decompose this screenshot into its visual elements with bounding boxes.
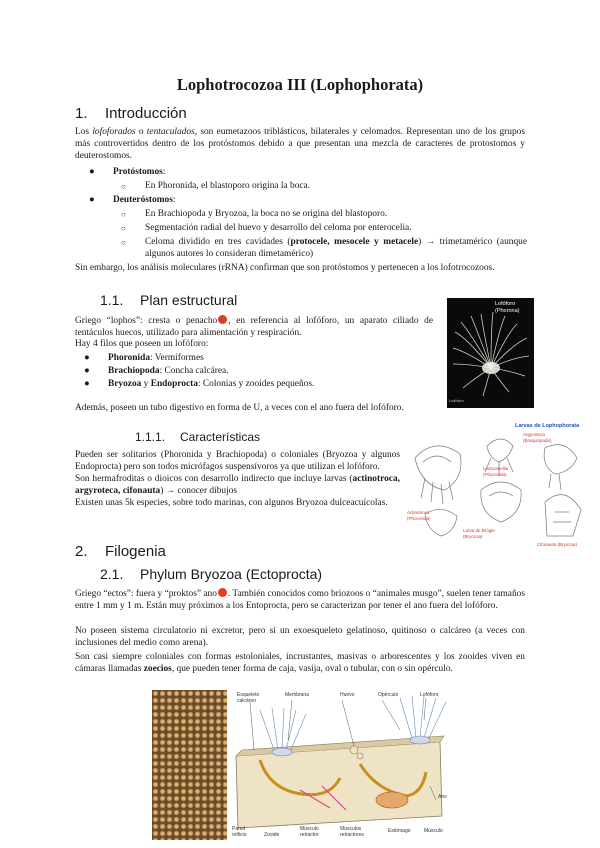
lophophore-photo-caption: Lofóforo — [449, 398, 464, 403]
label-retractor-muscles: Músculos retractores — [340, 826, 364, 838]
bullet-protostomes: ● Protóstomos: — [89, 167, 166, 177]
larvae-illustration — [405, 418, 590, 553]
label-orifice-wall: Pared orificio — [232, 826, 247, 838]
sub-bullet-segmentation: ○ Segmentación radial del huevo y desarrollo del celoma por enterocelia. — [121, 223, 412, 233]
plan-paragraph-2: Hay 4 filos que poseen un lofóforo: — [75, 339, 209, 349]
larvae-label-lecteomellia: Lecteomellia (Phoronida) — [483, 466, 509, 477]
label-zooid: Zooide — [264, 832, 280, 838]
section-2-1-heading — [100, 566, 322, 582]
section-1-heading — [75, 105, 187, 122]
lophophore-photo — [447, 298, 534, 408]
sub-bullet-brachiopoda: ○ En Brachiopoda y Bryozoa, la boca no se origina del blastoporo. — [121, 209, 388, 219]
section-1-1-1-heading — [135, 430, 260, 444]
label-lophophore: Lofóforo — [420, 692, 439, 698]
bullet-deuterostomes: ● Deuteróstomos: — [89, 195, 176, 205]
larvae-label-cifonauta: Cifonauta (Bryozoa) — [537, 542, 578, 547]
red-dot-icon — [218, 315, 227, 324]
section-1-1-number: 1.1. — [100, 292, 124, 308]
bullet-phoronida: ● Phoronida: Vermiformes — [84, 353, 204, 363]
section-2-heading — [75, 543, 166, 560]
larvae-label-brogie: Larva de Brógie (Bryozoa) — [463, 528, 495, 539]
larvae-figure — [405, 418, 590, 553]
section-2-1-number: 2.1. — [100, 566, 124, 582]
lophophore-photo-label: Lofóforo (Phorona) — [495, 301, 520, 314]
label-muscle: Músculo — [424, 828, 443, 834]
label-stomach: Estómago — [388, 828, 411, 834]
label-retractor-muscle: Músculo retractor — [300, 826, 319, 838]
label-operculum: Opérculo — [378, 692, 399, 698]
label-anus: Ano — [438, 794, 447, 800]
bryozoa-paragraph-1: Griego “ectos”: fuera y “proktos” ano . También conocidos como briozoos o “animales musgo”, suelen tener tamaños entre 1 mm y 1 m. Están muy próximos a los Entoprocta, pero se caracterizan por tener el ano fuera del lofóforo. — [75, 589, 525, 611]
sub-bullet-phoronida: ○ En Phoronida, el blastoporo origina la boca. — [121, 181, 311, 191]
circle-bullet-icon: ○ — [121, 182, 126, 191]
bullet-icon: ● — [84, 366, 90, 376]
label-egg: Huevo — [340, 692, 355, 698]
circle-bullet-icon: ○ — [121, 238, 126, 247]
bryozoa-paragraph-2: No poseen sistema circulatorio ni excretor, pero sí un exoesqueleto gelatinoso, quitinoso o calcáreo (a veces con inclusiones del medio como arena). — [75, 626, 525, 648]
section-2-number: 2. — [75, 543, 88, 560]
circle-bullet-icon: ○ — [121, 224, 126, 233]
intro-paragraph: Los lofoforados o tentaculados, son eumetazoos triblásticos, bilaterales y celomados. Representan uno de los grupos más controvertidos dentro de los protóstomos debido a que presentan una mezcla de caracteres de protostomos y deuterostomos. — [75, 127, 526, 161]
bullet-brachiopoda: ● Brachiopoda: Concha calcárea. — [84, 366, 229, 376]
bryozoa-paragraph-3: Son casi siempre coloniales con formas estoloniales, incrustantes, masivas o arborescentes y los zooides viven en cámaras llamadas zoecios, que pueden tener forma de caja, vasija, oval o tubular, con o sin opérculo. — [75, 652, 525, 674]
section-1-1-title: Plan estructural — [140, 292, 238, 308]
label-membrane: Membrana — [285, 692, 309, 698]
plan-paragraph-3: Además, poseen un tubo digestivo en forma de U, a veces con el ano fuera del lofóforo. — [75, 403, 404, 413]
bryozoa-zooid-diagram — [230, 690, 452, 840]
bullet-icon: ● — [89, 195, 95, 205]
section-2-title: Filogenia — [105, 543, 166, 560]
red-dot-icon — [218, 588, 227, 597]
bullet-icon: ● — [84, 379, 90, 389]
document-title: Lophotrocozoa III (Lophophorata) — [176, 75, 424, 94]
larvae-figure-title: Larvas de Lophophorata — [515, 423, 580, 429]
section-1-1-1-number: 1.1.1. — [135, 430, 166, 444]
section-1-1-1-title: Características — [180, 430, 261, 444]
bryozoa-colony-photo — [152, 690, 227, 840]
section-2-1-title: Phylum Bryozoa (Ectoprocta) — [140, 566, 323, 582]
section-1-title: Introducción — [105, 105, 187, 122]
plan-paragraph-1: Griego “lophos”: cresta o penacho , en referencia al lofóforo, un aparato ciliado de tentáculos huecos, utilizado para alimentación y respiración. — [75, 316, 433, 338]
intro-closing-paragraph: Sin embargo, los análisis moleculares (rRNA) confirman que son protóstomos y pertenecen a los lofotrocozoos. — [75, 263, 495, 273]
section-1-1-heading — [100, 292, 237, 308]
circle-bullet-icon: ○ — [121, 210, 126, 219]
features-paragraph-3: Existen unas 5k especies, sobre todo marinas, con algunos Bryozoa dulceacuícolas. — [75, 498, 388, 508]
bullet-icon: ● — [89, 167, 95, 177]
features-paragraph-2: Son hermafroditas o dioicos con desarrollo indirecto que incluye larvas (actinotroca, argyroteca, cifonauta) → conocer dibujos — [75, 474, 400, 496]
features-paragraph-1: Pueden ser solitarios (Phoronida y Brachiopoda) o coloniales (Bryozoa y algunos Endoprocta) pero son todos micrófagos suspensívoros ya que utilizan el lofóforo. — [75, 450, 400, 472]
bryozoa-figure — [152, 690, 452, 840]
label-calcareous-skeleton: Esqueleto calcáreo — [237, 692, 260, 704]
larvae-label-argyroteca: Argyroteca (Braquiópodo) — [523, 432, 552, 443]
section-1-number: 1. — [75, 105, 88, 122]
bullet-bryozoa-endoprocta: ● Bryozoa y Endoprocta: Colonias y zooides pequeños. — [84, 379, 315, 389]
bullet-icon: ● — [84, 353, 90, 363]
sub-bullet-celom: ○ Celoma dividido en tres cavidades (protocele, mesocele y metacele) → trimetamérico (aunque algunos autores lo consideran dimetamérico) — [121, 237, 527, 259]
larvae-label-actinotroca: Actinotroca (Phoronida) — [407, 510, 431, 521]
